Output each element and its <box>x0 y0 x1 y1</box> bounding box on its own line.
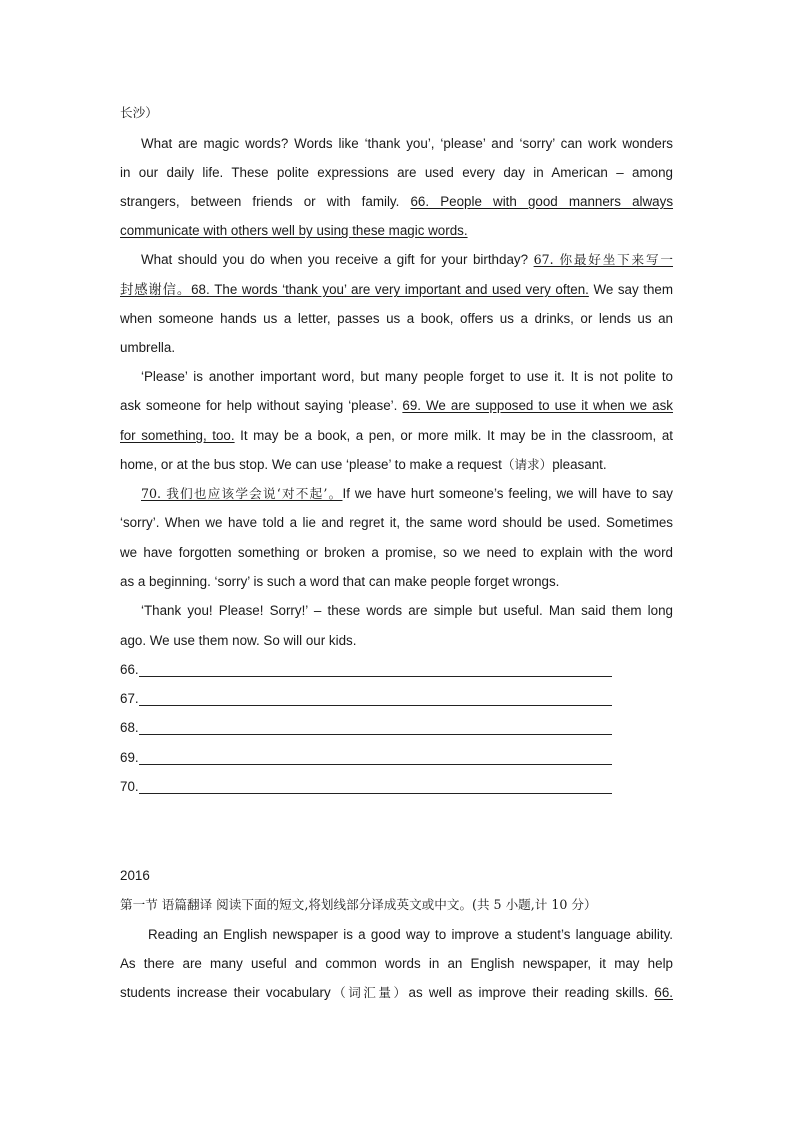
answer-rule <box>139 764 612 765</box>
p3-line4-text-b: pleasant. <box>552 457 607 472</box>
answer-line-67[interactable] <box>120 690 612 708</box>
underlined-66-2016: 66. <box>654 985 674 1000</box>
answer-line-70[interactable] <box>120 778 612 796</box>
section-year: 2016 <box>120 868 150 883</box>
answer-rule <box>139 793 612 794</box>
s2-line2: As there are many useful and common words in an English newspaper, it may help <box>120 956 673 971</box>
p4-line2: ‘sorry’. When we have told a lie and regret it, the same word should be used. Sometimes <box>120 515 673 530</box>
p1-line4 <box>120 222 673 240</box>
p5-line2: ago. We use them now. So will our kids. <box>120 633 357 648</box>
p1-line1: What are magic words? Words like ‘thank you’, ‘please’ and ‘sorry’ can work wonders <box>141 136 673 151</box>
answer-line-66[interactable] <box>120 661 612 679</box>
answer-rule <box>139 734 612 735</box>
s2-line1: Reading an English newspaper is a good way to improve a student’s language ability. <box>148 927 673 942</box>
p3-line4-text-a: home, or at the bus stop. We can use ‘please’ to make a request <box>120 457 502 472</box>
s2-line3-text-a: students increase their vocabulary <box>120 985 331 1000</box>
p2-line4: umbrella. <box>120 340 176 355</box>
p4-line1 <box>120 485 673 503</box>
underlined-70: 70. 我们也应该学会说‘对不起’。 <box>141 486 343 501</box>
underlined-66-cont: communicate with others well by using these magic words. <box>120 223 468 238</box>
p4-line4: as a beginning. ‘sorry’ is such a word that can make people forget wrongs. <box>120 574 560 589</box>
p4-line1-text: If we have hurt someone’s feeling, we will have to say <box>342 486 673 501</box>
section-instruction <box>120 896 673 914</box>
p3-line1: ‘Please’ is another important word, but many people forget to use it. It is not polite to <box>141 369 673 384</box>
p2-line3: when someone hands us a letter, passes us a book, offers us a drinks, or lends us an <box>120 311 673 326</box>
p5-line1: ‘Thank you! Please! Sorry!’ – these words are simple but useful. Man said them long <box>141 603 673 618</box>
answer-rule <box>139 705 612 706</box>
location-header <box>120 104 673 122</box>
underlined-69-cont: for something, too. <box>120 428 235 443</box>
answer-line-68[interactable] <box>120 719 612 737</box>
p3-line2-text: ask someone for help without saying ‘please’. <box>120 398 403 413</box>
p2-line1 <box>120 251 673 269</box>
underlined-67: 67. 你最好坐下来写一 <box>533 252 673 267</box>
p3-line4 <box>120 456 673 474</box>
s2-line3-text-b: as well as improve their reading skills. <box>408 985 655 1000</box>
p1-line3 <box>120 193 673 211</box>
p2-line2 <box>120 281 673 299</box>
p2-line2-text: We say them <box>588 282 673 297</box>
answer-label-69: 69. <box>120 750 139 765</box>
location-text: 长沙） <box>120 105 158 120</box>
p4-line3: we have forgotten something or broken a promise, so we need to explain with the word <box>120 545 673 560</box>
p2-line1-text: What should you do when you receive a gift for your birthday? <box>141 252 534 267</box>
p3-line2 <box>120 397 673 415</box>
s2-line3 <box>120 984 673 1002</box>
s2-line3-cjk: （词汇量） <box>330 985 409 1000</box>
answer-rule <box>139 676 612 677</box>
answer-label-67: 67. <box>120 691 139 706</box>
p3-line4-cjk: （请求） <box>501 457 553 472</box>
underlined-66: 66. People with good manners always <box>410 194 674 209</box>
p1-line2: in our daily life. These polite expressions are used every day in American – among <box>120 165 673 180</box>
p1-line3-text: strangers, between friends or with family. <box>120 194 411 209</box>
answer-label-68: 68. <box>120 720 139 735</box>
p3-line3-text: It may be a book, a pen, or more milk. It may be in the classroom, at <box>234 428 673 443</box>
answer-line-69[interactable] <box>120 749 612 767</box>
underlined-67-68: 封感谢信。68. The words ‘thank you’ are very important and used very often. <box>120 282 589 297</box>
answer-label-70: 70. <box>120 779 139 794</box>
instruction-text: 第一节 语篇翻译 阅读下面的短文,将划线部分译成英文或中文。(共 5 小题,计 10 分） <box>120 897 597 912</box>
p3-line3 <box>120 427 673 445</box>
answer-label-66: 66. <box>120 662 139 677</box>
underlined-69: 69. We are supposed to use it when we ask <box>402 398 673 413</box>
